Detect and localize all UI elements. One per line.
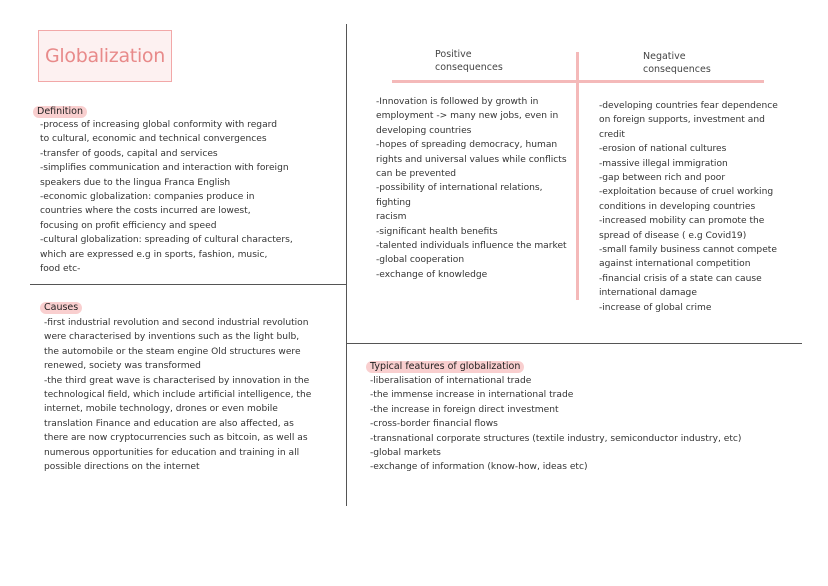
negative-line: -increased mobility can promote the — [599, 216, 765, 227]
definition-line: -simplifies communication and interaction with foreign — [40, 163, 289, 174]
positive-line: -possibility of international relations, fighting — [376, 183, 543, 208]
definition-line: -cultural globalization: spreading of cultural characters, — [40, 235, 293, 246]
consequences-divider-horizontal — [392, 80, 764, 83]
features-line: -exchange of information (know-how, ideas etc) — [370, 462, 588, 473]
positive-line: -exchange of knowledge — [376, 269, 488, 280]
negative-heading-line2: consequences — [643, 64, 711, 75]
positive-line: -global cooperation — [376, 255, 465, 266]
negative-text — [599, 99, 799, 315]
positive-line: -talented individuals influence the market — [376, 241, 567, 252]
negative-heading-line1: Negative — [643, 51, 686, 62]
definition-line: speakers due to the lingua Franca English — [40, 177, 231, 188]
definition-label: Definition — [33, 106, 87, 118]
definition-line: food etc- — [40, 264, 81, 275]
negative-line: -exploitation because of cruel working — [599, 187, 774, 198]
causes-line: -the third great wave is characterised by innovation in the — [44, 375, 310, 386]
features-line: -the immense increase in international trade — [370, 390, 574, 401]
left-divider — [30, 284, 346, 285]
right-divider — [346, 343, 802, 344]
positive-heading-line2: consequences — [435, 62, 503, 73]
causes-text — [44, 316, 344, 474]
center-divider — [346, 24, 347, 506]
consequences-divider-vertical — [576, 52, 579, 300]
features-line: -cross-border financial flows — [370, 419, 498, 430]
definition-line: -transfer of goods, capital and services — [40, 148, 218, 159]
negative-line: on foreign supports, investment and — [599, 115, 765, 126]
definition-line: which are expressed e.g in sports, fashion, music, — [40, 249, 268, 260]
negative-line: -gap between rich and poor — [599, 173, 726, 184]
negative-line: against international competition — [599, 259, 751, 270]
negative-line: -increase of global crime — [599, 302, 712, 313]
positive-line: can be prevented — [376, 169, 457, 180]
positive-heading — [435, 48, 503, 74]
features-line: -the increase in foreign direct investment — [370, 404, 559, 415]
definition-line: -economic globalization: companies produce in — [40, 192, 255, 203]
negative-line: conditions in developing countries — [599, 201, 756, 212]
causes-line: technological field, which include artificial intelligence, the — [44, 390, 312, 401]
causes-label: Causes — [40, 302, 82, 314]
features-text — [370, 374, 810, 475]
definition-line: focusing on profit efficiency and speed — [40, 220, 217, 231]
negative-line: credit — [599, 129, 625, 140]
definition-text — [40, 118, 340, 276]
positive-line: -Innovation is followed by growth in — [376, 97, 539, 107]
negative-line: international damage — [599, 288, 697, 299]
features-line: -transnational corporate structures (textile industry, semiconductor industry, etc) — [370, 433, 742, 444]
positive-line: developing countries — [376, 125, 472, 136]
positive-line: rights and universal values while conflicts — [376, 154, 567, 165]
causes-line: internet, mobile technology, drones or even mobile — [44, 404, 278, 415]
negative-line: -financial crisis of a state can cause — [599, 273, 762, 284]
causes-line: possible directions on the internet — [44, 462, 200, 473]
positive-line: -significant health benefits — [376, 226, 498, 237]
negative-line: -massive illegal immigration — [599, 158, 728, 169]
causes-line: there are now cryptocurrencies such as bitcoin, as well as — [44, 433, 308, 444]
negative-line: -small family business cannot compete — [599, 245, 777, 256]
positive-text — [376, 95, 572, 282]
positive-line: employment -> many new jobs, even in — [376, 111, 559, 122]
positive-heading-line1: Positive — [435, 49, 472, 60]
features-line: -global markets — [370, 448, 441, 459]
causes-line: -first industrial revolution and second industrial revolution — [44, 318, 309, 328]
positive-line: racism — [376, 212, 407, 223]
features-label: Typical features of globalization — [366, 361, 524, 373]
causes-line: translation Finance and education are also affected, as — [44, 418, 294, 429]
definition-line: to cultural, economic and technical convergences — [40, 134, 267, 145]
features-line: -liberalisation of international trade — [370, 376, 532, 386]
negative-heading — [643, 50, 711, 76]
definition-line: -process of increasing global conformity with regard — [40, 120, 277, 130]
negative-line: -erosion of national cultures — [599, 144, 727, 155]
causes-line: the automobile or the steam engine Old structures were — [44, 346, 301, 357]
causes-line: numerous opportunities for education and training in all — [44, 447, 300, 458]
page-title: Globalization — [38, 30, 172, 82]
positive-line: -hopes of spreading democracy, human — [376, 140, 558, 151]
negative-line: -developing countries fear dependence — [599, 101, 778, 111]
causes-line: were characterised by inventions such as the light bulb, — [44, 332, 300, 343]
negative-line: spread of disease ( e.g Covid19) — [599, 230, 747, 241]
causes-line: renewed, society was transformed — [44, 361, 201, 372]
definition-line: countries where the costs incurred are lowest, — [40, 206, 251, 217]
